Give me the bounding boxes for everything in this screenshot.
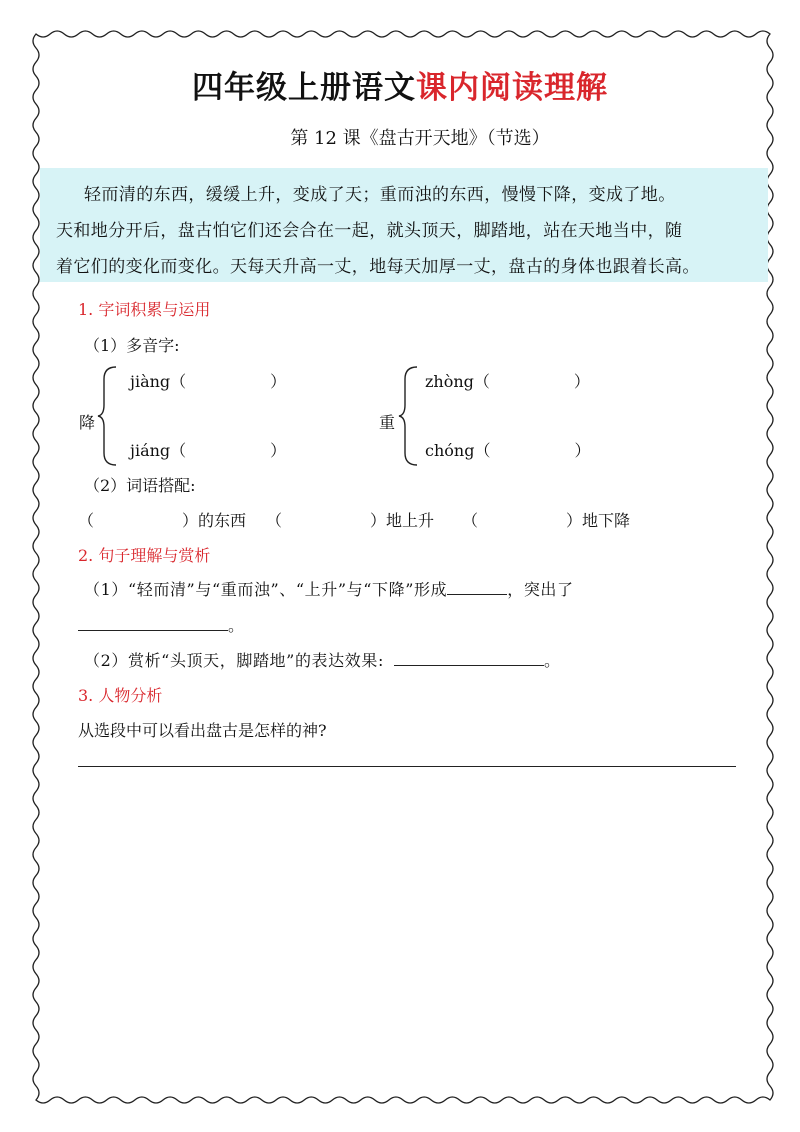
sentence-question-2: （2）赏析“头顶天，脚踏地”的表达效果: 。 (84, 651, 561, 670)
collocation-blank-3[interactable]: （ ）地下降 (462, 511, 631, 530)
section-1-heading: 1. 字词积累与运用 (78, 300, 211, 319)
left-brace-icon (96, 365, 120, 467)
reading-chong-2: chóng（ ） (425, 441, 591, 460)
answer-blank-contrast[interactable] (447, 593, 507, 595)
answer-blank-emphasis[interactable] (78, 629, 228, 631)
answer-line[interactable] (78, 766, 736, 767)
character-question: 从选段中可以看出盘古是怎样的神? (78, 721, 327, 740)
reading-zhong-4: zhòng（ ） (425, 372, 590, 391)
collocation-blank-2[interactable]: （ ）地上升 (266, 511, 435, 530)
lesson-subtitle: 第 12 课《盘古开天地》（节选） (290, 128, 550, 149)
page-title (0, 62, 800, 107)
reading-jiang-4: jiàng（ ） (130, 372, 287, 391)
passage-line-3: 着它们的变化而变化。天每天升高一丈，地每天加厚一丈，盘古的身体也跟着长高。 (56, 257, 700, 277)
passage-line-2: 天和地分开后，盘古怕它们还会合在一起，就头顶天，脚踏地，站在天地当中，随 (56, 221, 683, 241)
passage-line-1: 轻而清的东西，缓缓上升，变成了天；重而浊的东西，慢慢下降，变成了地。 (84, 185, 676, 205)
sentence-question-1: （1）“轻而清”与“重而浊”、“上升”与“下降”形成 ，突出了 (84, 580, 574, 599)
answer-blank-effect[interactable] (394, 664, 544, 666)
polyphone-question-label: （1）多音字: (84, 336, 180, 355)
char-zhong: 重 (379, 413, 396, 432)
section-2-heading: 2. 句子理解与赏析 (78, 546, 211, 565)
title-main: 四年级上册语文 (192, 70, 416, 106)
collocation-question-label: （2）词语搭配: (84, 476, 196, 495)
collocation-blank-1[interactable]: （ ）的东西 (78, 511, 247, 530)
title-highlight: 课内阅读理解 (416, 70, 608, 106)
section-3-heading: 3. 人物分析 (78, 686, 163, 705)
reading-jiang-2: jiáng（ ） (130, 441, 287, 460)
right-group-brace-icon (397, 365, 421, 467)
sentence-question-1-line-2: 。 (78, 613, 244, 636)
char-jiang: 降 (79, 413, 96, 432)
reading-passage (40, 168, 768, 282)
